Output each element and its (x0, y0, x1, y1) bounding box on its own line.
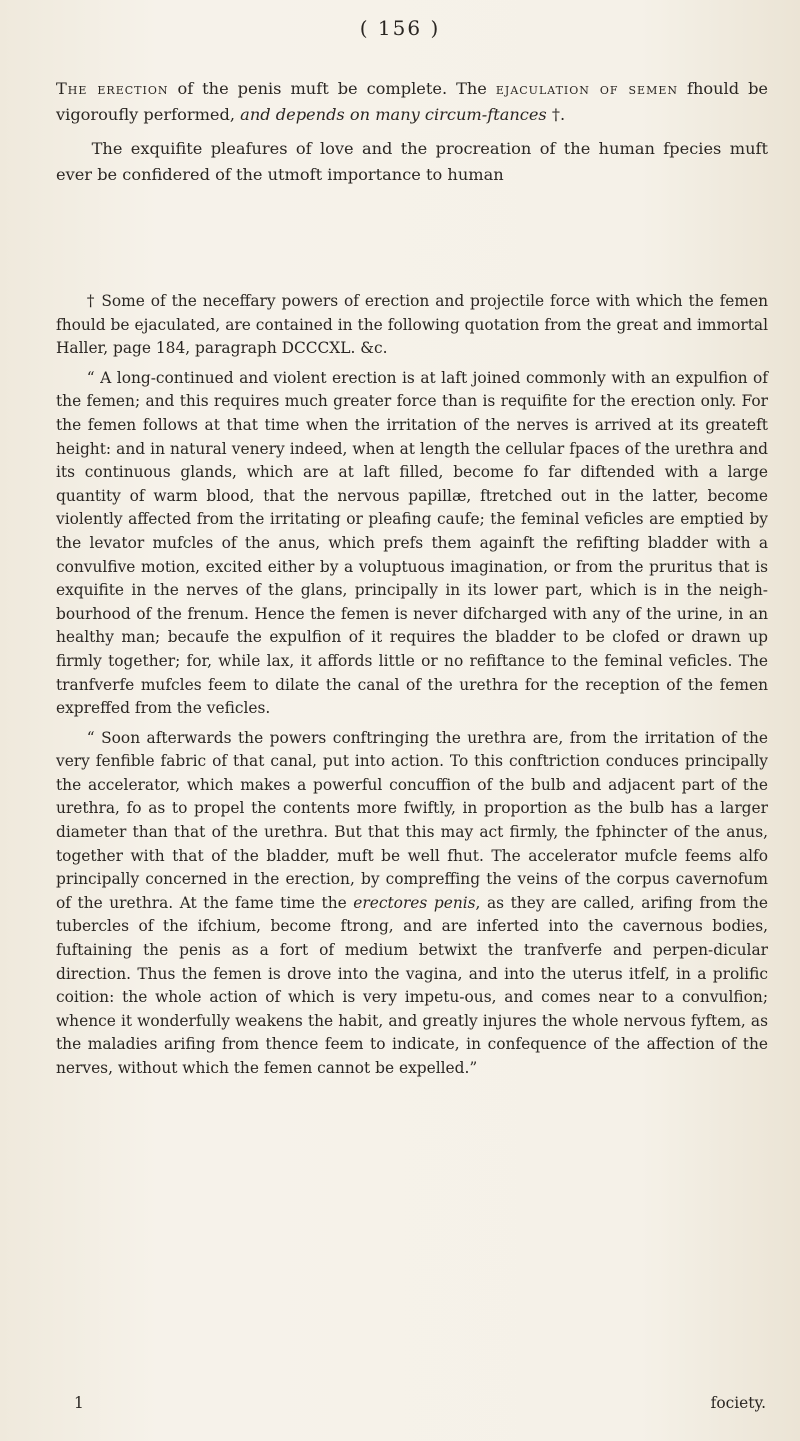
text-run: fhould be vigoroufly performed, (56, 79, 769, 124)
haller-quote-paragraph-2 (56, 727, 768, 1081)
footnote (56, 290, 768, 1087)
page-footer (56, 1394, 768, 1412)
catchword: fociety. (710, 1394, 766, 1412)
text-run: †. (546, 105, 566, 124)
main-paragraph-1 (56, 76, 768, 128)
footnote-intro: † Some of the neceffary powers of erection and projectile force with which the femen fhould be ejaculated, are contained in the following quotation from the great and immortal Haller, page 184, paragraph DCCCXL. &c. (56, 292, 768, 358)
text-run: of the penis muft be complete. The (168, 79, 496, 98)
text-run: “ Soon afterwards the powers conftringing the urethra are, from the irritation of the very fenfible fabric of that canal, put into action. To this conftriction conduces principally the accelerator, which makes a powerful concuffion of the bulb and adjacent part of the urethra, fo as to propel the contents more fwiftly, in proportion as the bulb has a larger diameter than that of the urethra. But that this may act firmly, the fphincter of the anus, together with that of the bladder, muft be well fhut. The accelerator mufcle feems alfo principally concerned in the erection, by compreffing the veins of the corpus cavernofum of the urethra. At the fame time the (56, 728, 768, 912)
small-caps-ejaculation: ejaculation of semen (495, 79, 678, 98)
main-text (56, 76, 768, 188)
haller-quote-paragraph-1: “ A long-continued and violent erection is at laft joined commonly with an expulfion of the femen; and this requires much greater force than is requifite for the erection only. For the femen follows at that time when the irritation of the nerves is arrived at its greateft height: and in natural venery indeed, when at length the cellular fpaces of the urethra and its continuous glands, which are at laft filled, become fo far diftended with a large quantity of warm blood, that the nervous papillæ, ftretched out in the latter, become violently affected from the irritating or pleafing caufe; the feminal veficles are emptied by the levator mufcles of the anus, which prefs them againft the refifting bladder with a convulfive motion, excited either by a voluptuous imagination, or from the pruritus that is exquifite in the nerves of the glans, principally in its lower part, which is in the neigh-bourhood of the frenum. Hence the femen is never difcharged with any of the urine, in an healthy man; becaufe the expulfion of it requires the bladder to be clofed or drawn up firmly together; for, while lax, it affords little or no refiftance to the feminal veficles. The tranfverfe mufcles feem to dilate the canal of the urethra for the reception of the femen expreffed from the veficles. (56, 368, 768, 718)
page-number: ( 156 ) (359, 16, 441, 40)
signature-mark: 1 (74, 1394, 84, 1412)
small-caps-erection: The erection (56, 79, 169, 98)
main-paragraph-2: The exquifite pleafures of love and the procreation of the human fpecies muft ever be confidered of the utmoft importance to human (56, 139, 768, 184)
italic-phrase: and depends on many circum-ftances (240, 105, 547, 124)
text-run: , as they are called, arifing from the tubercles of the ifchium, become ftrong, and are inferted into the cavernous bodies, fuftaining the penis as a fort of medium betwixt the tranfverfe and perpen-dicular direction. Thus the femen is drove into the vagina, and into the uterus itfelf, in a prolific coition: the whole action of which is very impetu-ous, and comes near to a convulfion; whence it wonderfully weakens the habit, and greatly injures the whole nervous fyftem, as the maladies arifing from thence feem to indicate, in confequence of the affection of the nerves, without which the femen cannot be expelled.” (56, 893, 768, 1077)
italic-term: erectores penis (353, 893, 476, 912)
